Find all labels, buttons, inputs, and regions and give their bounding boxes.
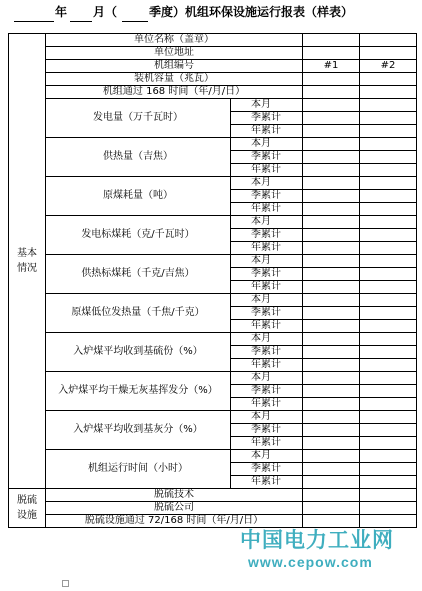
value-cell[interactable] bbox=[303, 515, 360, 528]
table-row bbox=[9, 515, 417, 528]
value-cell[interactable] bbox=[360, 125, 417, 138]
value-cell[interactable] bbox=[303, 255, 360, 268]
period-label: 年累计 bbox=[231, 476, 303, 489]
value-cell[interactable] bbox=[360, 255, 417, 268]
value-cell[interactable] bbox=[360, 307, 417, 320]
group-label: 发电标煤耗（克/千瓦时） bbox=[46, 216, 231, 255]
period-label: 季累计 bbox=[231, 268, 303, 281]
table-row bbox=[9, 73, 417, 86]
value-cell[interactable] bbox=[360, 34, 417, 47]
unit-col-2-header: #2 bbox=[360, 60, 417, 73]
period-label: 年累计 bbox=[231, 359, 303, 372]
table-row bbox=[9, 411, 417, 424]
header-row-label: 单位名称（盖章） bbox=[46, 34, 303, 47]
group-label: 供热量（吉焦） bbox=[46, 138, 231, 177]
table-row bbox=[9, 489, 417, 502]
period-label: 年累计 bbox=[231, 398, 303, 411]
period-label: 年累计 bbox=[231, 164, 303, 177]
value-cell[interactable] bbox=[303, 424, 360, 437]
value-cell[interactable] bbox=[303, 359, 360, 372]
value-cell[interactable] bbox=[360, 489, 417, 502]
table-row bbox=[9, 177, 417, 190]
period-label: 季累计 bbox=[231, 307, 303, 320]
title-year-char: 年 bbox=[55, 5, 68, 19]
period-label: 季累计 bbox=[231, 112, 303, 125]
year-blank[interactable] bbox=[14, 5, 54, 22]
table-row bbox=[9, 502, 417, 515]
table-row bbox=[9, 47, 417, 60]
desulf-row-label: 脱硫技术 bbox=[46, 489, 303, 502]
value-cell[interactable] bbox=[303, 489, 360, 502]
value-cell[interactable] bbox=[303, 203, 360, 216]
value-cell[interactable] bbox=[303, 216, 360, 229]
period-label: 年累计 bbox=[231, 281, 303, 294]
period-label: 年累计 bbox=[231, 203, 303, 216]
value-cell[interactable] bbox=[360, 268, 417, 281]
value-cell[interactable] bbox=[303, 229, 360, 242]
value-cell[interactable] bbox=[303, 411, 360, 424]
value-cell[interactable] bbox=[303, 99, 360, 112]
header-row-label: 单位地址 bbox=[46, 47, 303, 60]
period-label: 本月 bbox=[231, 411, 303, 424]
value-cell[interactable] bbox=[303, 372, 360, 385]
value-cell[interactable] bbox=[360, 164, 417, 177]
period-label: 季累计 bbox=[231, 385, 303, 398]
value-cell[interactable] bbox=[303, 190, 360, 203]
value-cell[interactable] bbox=[303, 294, 360, 307]
period-label: 本月 bbox=[231, 216, 303, 229]
value-cell[interactable] bbox=[303, 138, 360, 151]
title-month-char: 月（ bbox=[93, 5, 118, 19]
table-row bbox=[9, 255, 417, 268]
value-cell[interactable] bbox=[303, 177, 360, 190]
report-table-body bbox=[9, 34, 417, 528]
value-cell[interactable] bbox=[360, 151, 417, 164]
period-label: 本月 bbox=[231, 177, 303, 190]
header-row-label: 机组通过 168 时间（年/月/日） bbox=[46, 86, 303, 99]
value-cell[interactable] bbox=[303, 151, 360, 164]
table-row bbox=[9, 138, 417, 151]
value-cell[interactable] bbox=[303, 346, 360, 359]
month-blank[interactable] bbox=[70, 5, 92, 22]
report-table bbox=[8, 33, 417, 528]
value-cell[interactable] bbox=[303, 502, 360, 515]
value-cell[interactable] bbox=[360, 203, 417, 216]
section-basic-label: 基本 情况 bbox=[9, 34, 46, 489]
table-row bbox=[9, 60, 417, 73]
period-label: 季累计 bbox=[231, 463, 303, 476]
group-label: 原煤耗量（吨） bbox=[46, 177, 231, 216]
period-label: 季累计 bbox=[231, 190, 303, 203]
value-cell[interactable] bbox=[303, 281, 360, 294]
value-cell[interactable] bbox=[360, 47, 417, 60]
value-cell[interactable] bbox=[360, 398, 417, 411]
value-cell[interactable] bbox=[303, 125, 360, 138]
value-cell[interactable] bbox=[303, 34, 360, 47]
value-cell[interactable] bbox=[360, 190, 417, 203]
period-label: 本月 bbox=[231, 450, 303, 463]
period-label: 季累计 bbox=[231, 346, 303, 359]
table-row bbox=[9, 372, 417, 385]
period-label: 本月 bbox=[231, 255, 303, 268]
value-cell[interactable] bbox=[303, 320, 360, 333]
value-cell[interactable] bbox=[303, 112, 360, 125]
group-label: 入炉煤平均收到基灰分（%） bbox=[46, 411, 231, 450]
header-row-label: 机组编号 bbox=[46, 60, 303, 73]
group-label: 入炉煤平均干燥无灰基挥发分（%） bbox=[46, 372, 231, 411]
desulf-row-label: 脱硫公司 bbox=[46, 502, 303, 515]
value-cell[interactable] bbox=[360, 359, 417, 372]
value-cell[interactable] bbox=[303, 385, 360, 398]
value-cell[interactable] bbox=[303, 242, 360, 255]
value-cell[interactable] bbox=[303, 476, 360, 489]
value-cell[interactable] bbox=[360, 229, 417, 242]
site-watermark bbox=[240, 524, 420, 570]
value-cell[interactable] bbox=[360, 216, 417, 229]
value-cell[interactable] bbox=[303, 463, 360, 476]
value-cell[interactable] bbox=[303, 333, 360, 346]
group-label: 原煤低位发热量（千焦/千克） bbox=[46, 294, 231, 333]
value-cell[interactable] bbox=[360, 502, 417, 515]
desulf-row-label: 脱硫设施通过 72/168 时间（年/月/日） bbox=[46, 515, 303, 528]
watermark-url: www.cepow.com bbox=[248, 554, 373, 570]
value-cell[interactable] bbox=[360, 463, 417, 476]
table-row bbox=[9, 294, 417, 307]
period-label: 本月 bbox=[231, 372, 303, 385]
value-cell[interactable] bbox=[360, 424, 417, 437]
group-label: 机组运行时间（小时） bbox=[46, 450, 231, 489]
title-main-text: 季度）机组环保设施运行报表（样表） bbox=[149, 5, 354, 19]
value-cell[interactable] bbox=[360, 320, 417, 333]
period-label: 季累计 bbox=[231, 229, 303, 242]
period-label: 年累计 bbox=[231, 437, 303, 450]
value-cell[interactable] bbox=[360, 281, 417, 294]
period-label: 季累计 bbox=[231, 424, 303, 437]
value-cell[interactable] bbox=[360, 385, 417, 398]
value-cell[interactable] bbox=[303, 86, 360, 99]
watermark-name: 中国电力工业网 bbox=[240, 528, 394, 552]
value-cell[interactable] bbox=[360, 177, 417, 190]
value-cell[interactable] bbox=[360, 411, 417, 424]
group-label: 供热标煤耗（千克/吉焦） bbox=[46, 255, 231, 294]
quarter-blank[interactable] bbox=[122, 5, 148, 22]
group-label: 入炉煤平均收到基硫份（%） bbox=[46, 333, 231, 372]
value-cell[interactable] bbox=[360, 294, 417, 307]
period-label: 本月 bbox=[231, 138, 303, 151]
period-label: 年累计 bbox=[231, 125, 303, 138]
period-label: 本月 bbox=[231, 333, 303, 346]
table-row bbox=[9, 450, 417, 463]
value-cell[interactable] bbox=[303, 307, 360, 320]
section-desulf-label: 脱硫 设施 bbox=[9, 489, 46, 528]
value-cell[interactable] bbox=[360, 73, 417, 86]
value-cell[interactable] bbox=[303, 164, 360, 177]
paragraph-mark bbox=[62, 580, 69, 587]
value-cell[interactable] bbox=[360, 450, 417, 463]
header-row-label: 装机容量（兆瓦） bbox=[46, 73, 303, 86]
value-cell[interactable] bbox=[360, 242, 417, 255]
value-cell[interactable] bbox=[360, 346, 417, 359]
value-cell[interactable] bbox=[303, 450, 360, 463]
value-cell[interactable] bbox=[303, 398, 360, 411]
value-cell[interactable] bbox=[360, 112, 417, 125]
group-label: 发电量（万千瓦时） bbox=[46, 99, 231, 138]
table-row bbox=[9, 216, 417, 229]
table-row bbox=[9, 99, 417, 112]
unit-col-1-header: #1 bbox=[303, 60, 360, 73]
period-label: 季累计 bbox=[231, 151, 303, 164]
value-cell[interactable] bbox=[303, 73, 360, 86]
table-row bbox=[9, 86, 417, 99]
value-cell[interactable] bbox=[303, 268, 360, 281]
value-cell[interactable] bbox=[360, 476, 417, 489]
period-label: 年累计 bbox=[231, 242, 303, 255]
value-cell[interactable] bbox=[303, 437, 360, 450]
table-row bbox=[9, 34, 417, 47]
value-cell[interactable] bbox=[360, 515, 417, 528]
value-cell[interactable] bbox=[360, 99, 417, 112]
period-label: 本月 bbox=[231, 99, 303, 112]
value-cell[interactable] bbox=[360, 372, 417, 385]
value-cell[interactable] bbox=[360, 138, 417, 151]
value-cell[interactable] bbox=[360, 437, 417, 450]
table-row bbox=[9, 333, 417, 346]
value-cell[interactable] bbox=[360, 86, 417, 99]
value-cell[interactable] bbox=[303, 47, 360, 60]
period-label: 本月 bbox=[231, 294, 303, 307]
report-title bbox=[0, 0, 422, 28]
period-label: 年累计 bbox=[231, 320, 303, 333]
value-cell[interactable] bbox=[360, 333, 417, 346]
